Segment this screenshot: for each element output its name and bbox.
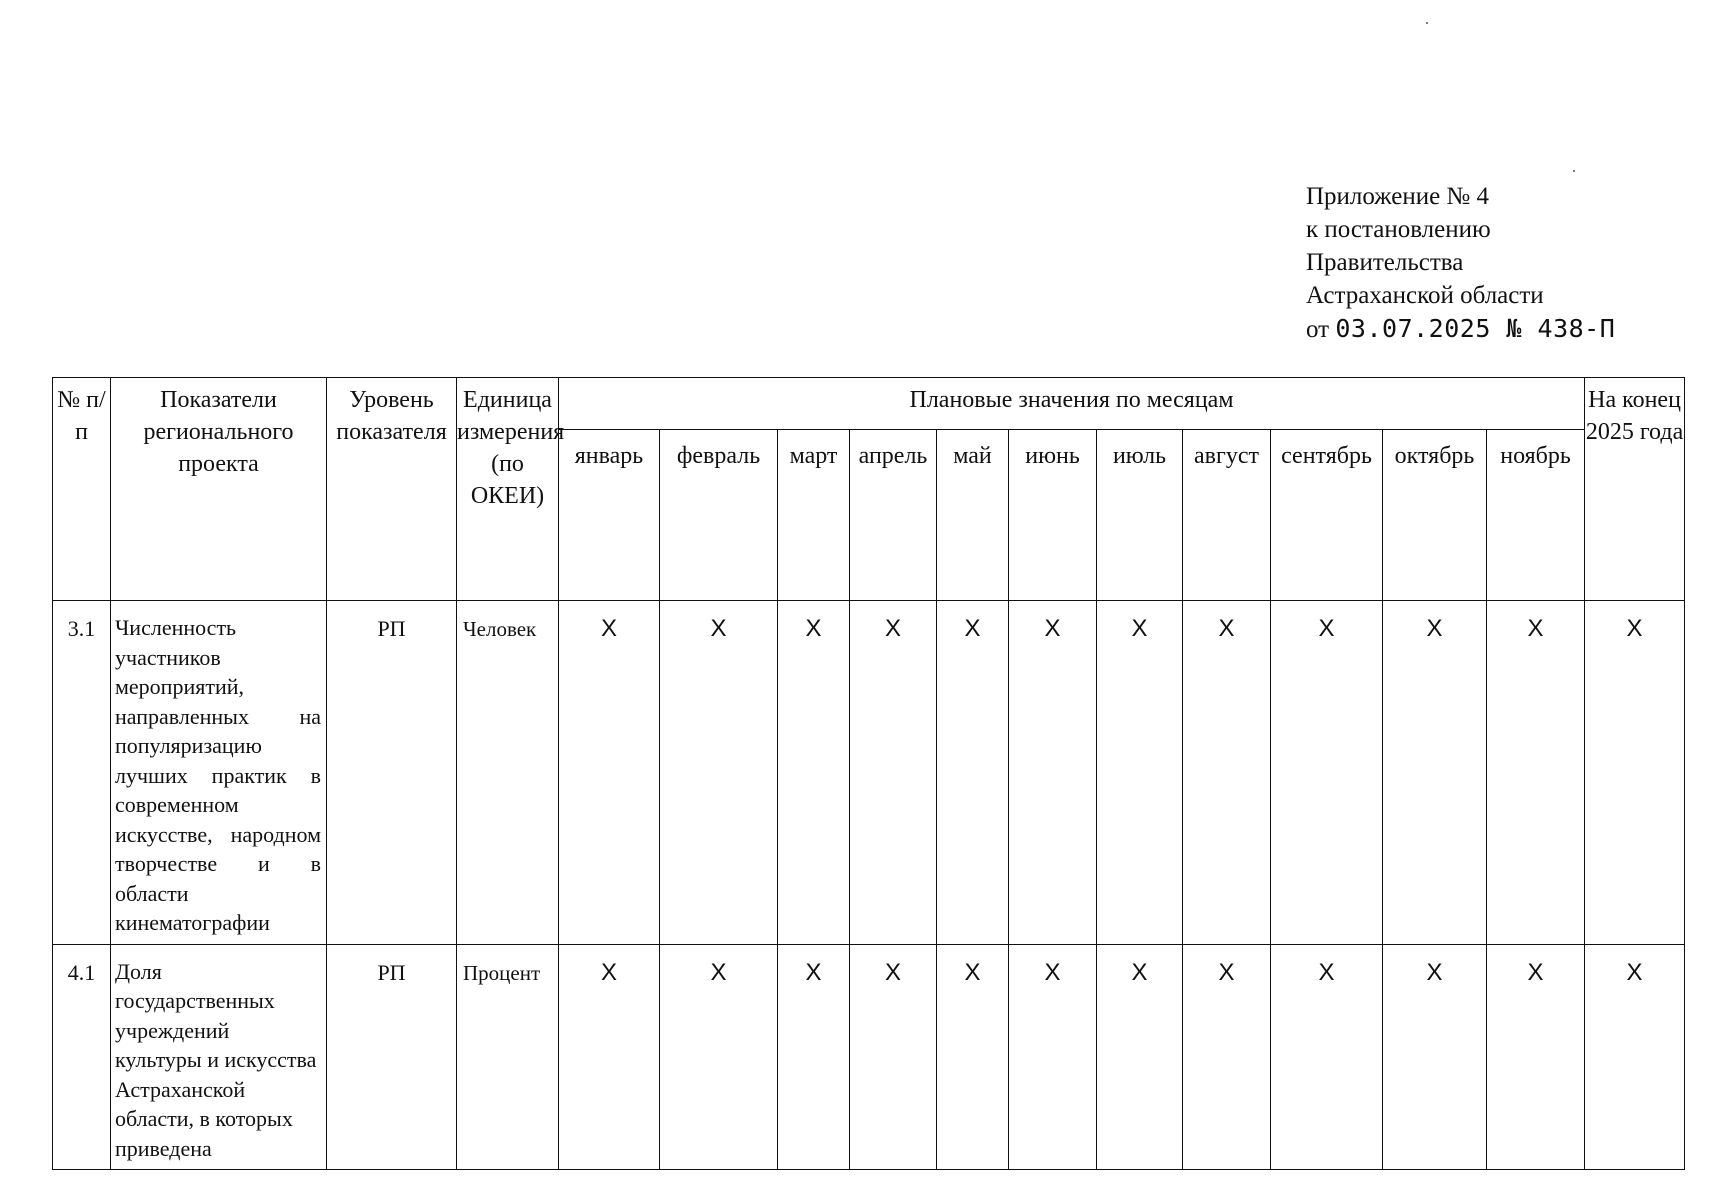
value-aug: X: [1183, 944, 1271, 1170]
table-row: [53, 944, 1685, 1170]
row-num: 3.1: [53, 601, 111, 945]
value-feb: X: [660, 601, 778, 945]
value-apr: X: [850, 601, 937, 945]
header-month-oct: октябрь: [1383, 430, 1487, 601]
header-month-jun: июнь: [1009, 430, 1097, 601]
value-year-end: X: [1585, 944, 1685, 1170]
value-year-end: X: [1585, 601, 1685, 945]
value-oct: X: [1383, 944, 1487, 1170]
row-level: РП: [327, 601, 457, 945]
value-feb: X: [660, 944, 778, 1170]
header-month-sep: сентябрь: [1271, 430, 1383, 601]
date-prefix: от: [1306, 316, 1330, 343]
header-year-end: На конец 2025 года: [1585, 378, 1685, 601]
header-planned-values: Плановые значения по месяцам: [559, 378, 1585, 430]
appendix-line-4: Астраханской области: [1306, 282, 1544, 309]
value-nov: X: [1487, 601, 1585, 945]
value-mar: X: [778, 944, 850, 1170]
value-mar: X: [778, 601, 850, 945]
header-month-may: май: [937, 430, 1009, 601]
appendix-line-2: к постановлению: [1306, 216, 1491, 243]
value-jul: X: [1097, 944, 1183, 1170]
row-unit: Человек: [457, 601, 559, 945]
value-aug: X: [1183, 601, 1271, 945]
header-level: Уровень показателя: [327, 378, 457, 601]
scan-speck: [1573, 170, 1575, 172]
appendix-date-line: [1306, 312, 1615, 346]
value-jan: X: [559, 601, 660, 945]
value-oct: X: [1383, 601, 1487, 945]
decree-date-number: 03.07.2025 № 438-П: [1335, 314, 1616, 343]
value-apr: X: [850, 944, 937, 1170]
scan-speck: [1426, 22, 1428, 24]
row-num: 4.1: [53, 944, 111, 1170]
value-jun: X: [1009, 944, 1097, 1170]
header-num: № п/п: [53, 378, 111, 601]
value-jul: X: [1097, 601, 1183, 945]
header-row-top: [53, 378, 1685, 430]
appendix-line-3: Правительства: [1306, 249, 1464, 276]
row-indicator: Доля государственных учреждений культуры и искусства Астраханской области, в которых приведена: [111, 944, 327, 1170]
value-sep: X: [1271, 944, 1383, 1170]
value-may: X: [937, 944, 1009, 1170]
header-month-mar: март: [778, 430, 850, 601]
planned-values-table: [52, 377, 1685, 1170]
row-indicator: Численность участников мероприятий, направленных на популяризацию лучших практик в современном искусстве, народном творчестве и в области кинематографии: [111, 601, 327, 945]
header-month-feb: февраль: [660, 430, 778, 601]
header-month-aug: август: [1183, 430, 1271, 601]
header-month-jan: январь: [559, 430, 660, 601]
row-unit: Процент: [457, 944, 559, 1170]
appendix-header: [1306, 180, 1615, 346]
header-month-nov: ноябрь: [1487, 430, 1585, 601]
header-month-jul: июль: [1097, 430, 1183, 601]
header-unit: Единица измерения (по ОКЕИ): [457, 378, 559, 601]
appendix-title: Приложение № 4: [1306, 183, 1490, 210]
value-jan: X: [559, 944, 660, 1170]
row-level: РП: [327, 944, 457, 1170]
header-indicator: Показатели регионального проекта: [111, 378, 327, 601]
header-month-apr: апрель: [850, 430, 937, 601]
value-may: X: [937, 601, 1009, 945]
table-row: [53, 601, 1685, 945]
value-nov: X: [1487, 944, 1585, 1170]
value-jun: X: [1009, 601, 1097, 945]
value-sep: X: [1271, 601, 1383, 945]
